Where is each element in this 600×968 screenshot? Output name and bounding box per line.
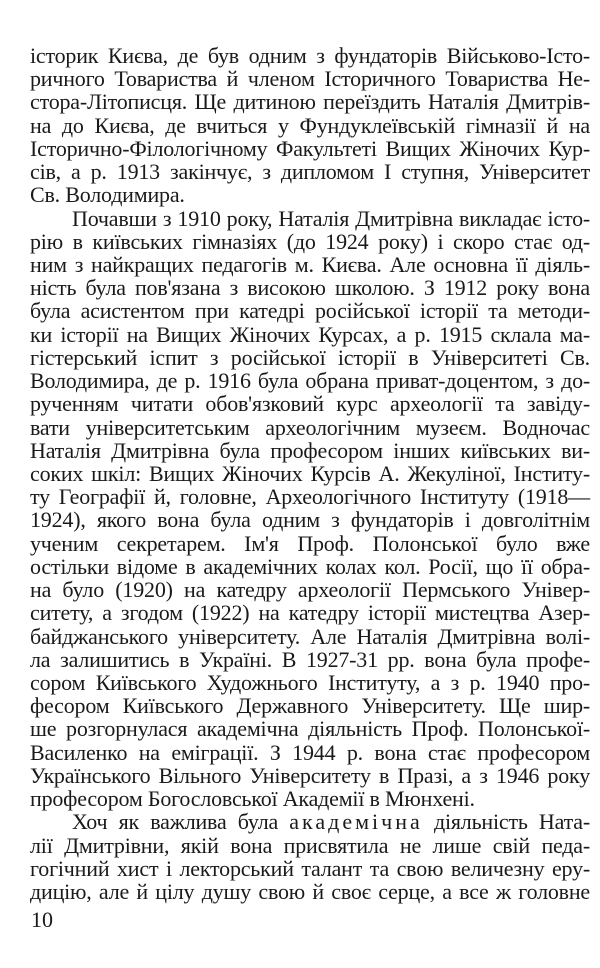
text-line: на до Києва, де вчиться у Фундуклеївській гімназії й на: [30, 112, 590, 138]
text-line: сором Київського Художнього Інституту, а з р. 1940 про-: [30, 670, 590, 695]
text-line: рученням читати обов'язковий курс археології та завіду-: [30, 391, 590, 417]
text-line: дицію, але й цілу душу свою й своє серце, а все ж головне: [30, 879, 590, 904]
text-line: гістерський іспит з російської історії в Університеті Св.: [30, 344, 590, 370]
text-line: ла залишитись в Україні. В 1927-31 рр. вона була профе-: [30, 646, 590, 672]
text-line: ту Географії й, головне, Археологічного Інституту (1918—: [30, 484, 590, 510]
text-line: Історично-Філологічному Факультеті Вищих Жіночих Кур-: [30, 135, 590, 161]
text-line: Василенко на еміграції. З 1944 р. вона стає професором: [30, 739, 590, 765]
text-fragment: діяльність Ната-: [422, 809, 590, 835]
text-line: історик Києва, де був одним з фундаторів Військово-Істо-: [30, 43, 590, 68]
emphasized-word: академічна: [289, 809, 423, 835]
text-line: байджанського університету. Але Наталія Дмитрівна волі-: [30, 623, 590, 649]
text-line: ше розгорнулася академічна діяльність Проф. Полонської-: [30, 716, 590, 742]
text-line-emphasis: [72, 810, 590, 834]
text-line: соких шкіл: Вищих Жіночих Курсів А. Жекуліної, Інститу-: [30, 461, 590, 486]
text-line: Володимира, де р. 1916 була обрана приват-доцентом, з до-: [30, 368, 590, 394]
text-line: сів, а р. 1913 закінчує, з дипломом І ступня, Університет: [30, 159, 590, 185]
text-line: ученим секретарем. Ім'я Проф. Полонської було вже: [30, 530, 590, 556]
text-line: Українського Вільного Університету в Празі, а з 1946 року: [30, 762, 590, 788]
text-line: гогічний хист і лекторський талант та свою величезну еру-: [30, 855, 590, 881]
text-line: вати університетським археологічним музеєм. Водночас: [30, 414, 590, 440]
text-line: остільки відоме в академічних колах кол. Росії, що її обра-: [30, 553, 590, 579]
text-line: ки історії на Вищих Жіночих Курсах, а р. 1915 склала ма-: [30, 321, 590, 347]
text-line: 1924), якого вона була одним з фундаторів і довголітнім: [30, 507, 590, 533]
text-line: Почавши з 1910 року, Наталія Дмитрівна викладає істо-: [72, 205, 590, 231]
text-line: ричного Товариства й членом Історичного Товариства Не-: [30, 66, 590, 92]
text-line: ситету, а згодом (1922) на катедру історії мистецтва Азер-: [30, 600, 590, 626]
text-line: Наталія Дмитрівна була професором інших київських ви-: [30, 437, 590, 463]
text-line: лії Дмитрівни, якій вона присвятила не лише свій педа-: [30, 832, 590, 858]
text-line: була асистентом при катедрі російської історії та методи-: [30, 298, 590, 324]
text-line: на було (1920) на катедру археології Пермського Універ-: [30, 577, 590, 603]
text-fragment: Хоч як важлива була: [72, 809, 290, 835]
text-line: рію в київських гімназіях (до 1924 року) і скоро стає од-: [30, 228, 590, 254]
text-line: Св. Володимира.: [30, 182, 185, 208]
page-number: 10: [31, 907, 53, 932]
text-line: ність була пов'язана з високою школою. З 1912 року вона: [30, 275, 590, 301]
text-line: ним з найкращих педагогів м. Києва. Але основна її діяль-: [30, 252, 590, 277]
text-line: професором Богословської Академії в Мюнхені.: [30, 786, 475, 812]
text-line: фесором Київського Державного Університету. Ще шир-: [30, 693, 590, 719]
text-line: стора-Літописця. Ще дитиною переїздить Наталія Дмитрів-: [30, 89, 590, 115]
